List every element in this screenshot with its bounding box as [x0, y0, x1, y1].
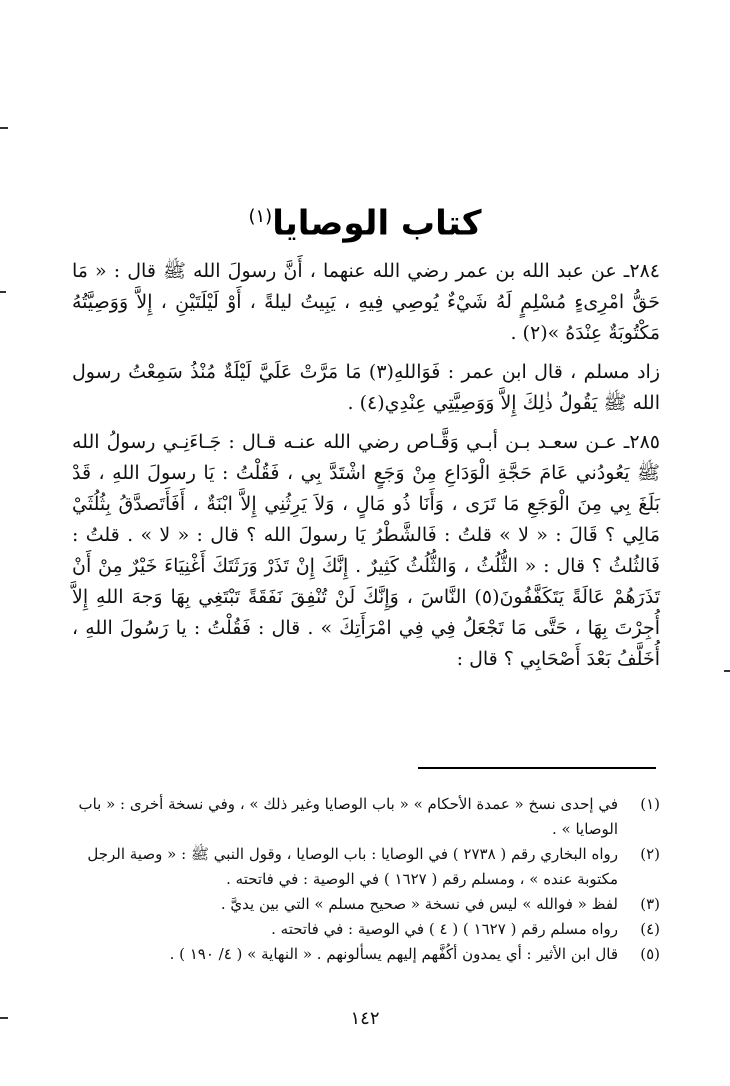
chapter-title [0, 191, 730, 249]
margin-mark [0, 127, 8, 129]
hadith-285-paragraph: ٢٨٥ـ عـن سعـد بـن أبـي وَقَّـاص رضي الله عنـه قـال : جَـاءَنِـي رسولُ الله ﷺ يَعُودُني عَامَ حَجَّةِ الْوَدَاعِ مِنْ وَجَعٍ اشْتَدَّ بِي ، فَقُلْتُ : يَا رسولَ اللهِ ، قَدْ بَلَغَ بِي مِنَ الْوَجَعِ مَا تَرَى ، وَأَنَا ذُو مَالٍ ، وَلاَ يَرِثُنِي إِلاَّ ابْنَةٌ ، أَفَأَتَصدَّقُ بِثُلُثَيْ مَالِي ؟ قَالَ : « لا » قلتُ : فَالشَّطْرُ يَا رسولَ الله ؟ قال : « لا » . قلتُ : فَالثُلثُ ؟ قال : « الثُّلُثُ ، وَالثُّلُثُ كَثِيرٌ . إِنَّكَ إِنْ تَذَرْ وَرَثَتَكَ أَغْنِيَاءَ خَيْرٌ مِنْ أَنْ تَذَرَهُمْ عَالَةً يَتَكَفَّفُونَ(٥) النَّاسَ ، وَإِنَّكَ لَنْ تُنْفِقَ نَفَقَةً تَبْتَغِي بِهَا وَجهَ اللهِ إِلاَّ أُجِرْتَ بِهَا ، حَتَّى مَا تَجْعَلُ فِي فِي امْرَأَتِكَ » . قال : فَقُلْتُ : يا رَسُولَ اللهِ ، أُخَلَّفُ بَعْدَ أَصْحَابِي ؟ قال : [72, 431, 660, 670]
footnote-text: لفظ « فوالله » ليس في نسخة « صحيح مسلم » التي بين يديَّ . [220, 895, 618, 913]
page-number: ١٤٢ [350, 1008, 380, 1029]
footnote-divider [418, 767, 656, 769]
footnote-item [72, 917, 660, 942]
footnote-number: (٥) [640, 945, 660, 963]
footnote-item [72, 892, 660, 917]
muslim-addition-paragraph: زاد مسلم ، قال ابن عمر : فَوَاللهِ(٣) مَا مَرَّتْ عَلَيَّ لَيْلَةٌ مُنْذُ سَمِعْتُ رسول الله ﷺ يَقُولُ ذٰلِكَ إِلاَّ وَوَصِيَّتِي عِنْدِي(٤) . [72, 361, 660, 414]
margin-mark [724, 670, 730, 672]
footnote-item [72, 842, 660, 892]
title-footnote-ref: (١) [248, 205, 273, 227]
footnote-number: (٢) [640, 845, 660, 863]
footnote-text: في إحدى نسخ « عمدة الأحكام » « باب الوصايا وغير ذلك » ، وفي نسخة أخرى : « باب الوصايا » . [78, 795, 618, 838]
footnote-text: رواه مسلم رقم ( ١٦٢٧ ) ( ٤ ) في الوصية : في فاتحته . [271, 920, 618, 938]
footnote-item [72, 942, 660, 967]
footnote-text: قال ابن الأثير : أي يمدون أكُفَّهم إليهم يسألونهم . « النهاية » ( ٤/ ١٩٠ ) . [169, 945, 618, 963]
footnote-number: (٣) [640, 895, 660, 913]
chapter-title-text: كتاب الوصايا [272, 203, 482, 244]
footnotes [72, 792, 660, 967]
footnote-number: (٤) [640, 920, 660, 938]
hadith-284-paragraph: ٢٨٤ـ عن عبد الله بن عمر رضي الله عنهما ، أَنَّ رسولَ الله ﷺ قال : « مَا حَقُّ امْرِىءٍ مُسْلِمٍ لَهُ شَيْءٌ يُوصِي فِيهِ ، يَبِيتُ ليلةً ، أَوْ لَيْلَتَيْنِ ، إِلاَّ وَوَصِيَّتُهُ مَكْتُوبَةٌ عِنْدَهُ »(٢) . [72, 260, 660, 344]
main-text [72, 256, 660, 683]
footnote-number: (١) [640, 795, 660, 813]
margin-mark [0, 291, 6, 293]
footnote-text: رواه البخاري رقم ( ٢٧٣٨ ) في الوصايا : باب الوصايا ، وقول النبي ﷺ : « وصية الرجل مكتوبة عنده » ، ومسلم رقم ( ١٦٢٧ ) في الوصية : في فاتحته . [87, 845, 618, 888]
footnote-item [72, 792, 660, 842]
